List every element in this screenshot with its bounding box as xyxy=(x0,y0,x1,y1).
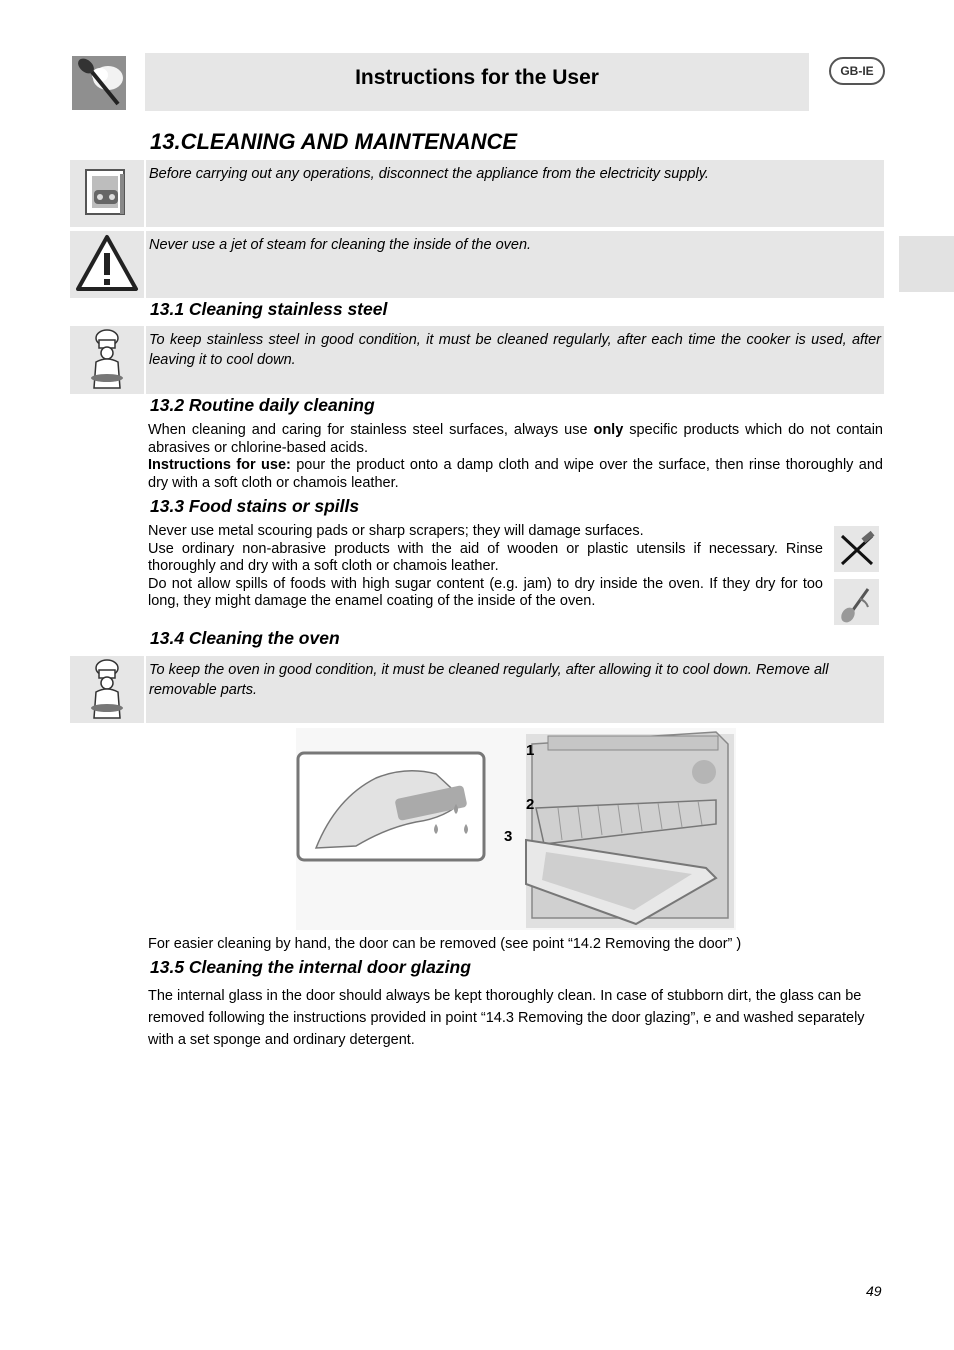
subsection-title-13-1: 13.1 Cleaning stainless steel xyxy=(150,299,388,319)
chef-icon xyxy=(70,656,144,723)
subsection-title-13-3: 13.3 Food stains or spills xyxy=(150,496,360,516)
plug-icon xyxy=(70,160,144,227)
oven-cleaning-illustration xyxy=(296,728,736,930)
header-title: Instructions for the User xyxy=(355,66,599,89)
note-stainless xyxy=(146,326,884,394)
paragraph: Do not allow spills of foods with high sugar content (e.g. jam) to dry inside the oven. If they dry for too long, they might damage the enamel coating of the inside of the oven. xyxy=(148,575,823,609)
side-tab xyxy=(899,236,954,292)
paragraph xyxy=(148,457,883,492)
note-disconnect xyxy=(146,160,884,227)
warning-triangle-icon xyxy=(70,231,144,298)
text-run: specific products which do not contain abrasives or chlorine-based acids. xyxy=(148,422,883,456)
oven-illustration-icon xyxy=(296,728,736,930)
brand-logo xyxy=(72,56,126,110)
note-text: To keep the oven in good condition, it must be cleaned regularly, after allowing it to cool down. Remove all removable parts. xyxy=(149,662,829,698)
note-icon-box xyxy=(70,326,144,394)
subsection-title-13-5: 13.5 Cleaning the internal door glazing xyxy=(150,957,471,977)
icon-box xyxy=(834,526,879,572)
paragraph: Never use metal scouring pads or sharp scrapers; they will damage surfaces. xyxy=(148,523,644,539)
text-run: pour the product onto a damp cloth and wipe over the surface, then rinse thoroughly and dry with a soft cloth or chamois leather. xyxy=(148,457,883,491)
bold-run: only xyxy=(593,422,624,438)
paragraph: Use ordinary non-abrasive products with the aid of wooden or plastic utensils if necessary. Rinse thoroughly and dry with a soft cloth or chamois leather. xyxy=(148,540,823,574)
door-removal-caption: For easier cleaning by hand, the door can be removed (see point “14.2 Removing the door” ) xyxy=(148,936,742,952)
note-text: Before carrying out any operations, disconnect the appliance from the electricity supply. xyxy=(149,166,709,182)
page-number: 49 xyxy=(866,1283,882,1299)
subsection-title-13-2: 13.2 Routine daily cleaning xyxy=(150,395,375,415)
no-scouring-icon xyxy=(834,526,879,572)
routine-cleaning-text xyxy=(148,422,883,492)
note-icon-box xyxy=(70,656,144,723)
subsection-title-13-4: 13.4 Cleaning the oven xyxy=(150,628,340,648)
section-title: 13.CLEANING AND MAINTENANCE xyxy=(150,129,518,154)
icon-box xyxy=(834,579,879,625)
text-run: When cleaning and caring for stainless steel surfaces, always use xyxy=(148,422,594,438)
callout-1: 1 xyxy=(526,742,535,759)
door-glazing-text: The internal glass in the door should always be kept thoroughly clean. In case of stubborn dirt, the glass can be removed following the instructions provided in point “14.3 Removing the door glazing”, e and washed separately with a set sponge and ordinary detergent. xyxy=(148,988,865,1048)
note-icon-box xyxy=(70,231,144,298)
note-text: Never use a jet of steam for cleaning the inside of the oven. xyxy=(149,237,532,253)
note-steam xyxy=(146,231,884,298)
food-stains-text xyxy=(148,523,823,611)
chef-icon xyxy=(70,326,144,394)
wooden-utensil-icon xyxy=(834,579,879,625)
language-badge: GB-IE xyxy=(829,57,885,85)
note-text: To keep stainless steel in good condition, it must be cleaned regularly, after each time the cooker is used, after leaving it to cool down. xyxy=(149,332,881,368)
callout-3: 3 xyxy=(504,828,513,845)
bold-run: Instructions for use: xyxy=(148,457,291,473)
note-oven xyxy=(146,656,884,723)
callout-2: 2 xyxy=(526,796,535,813)
spoon-chef-hat-icon xyxy=(72,56,126,110)
note-icon-box xyxy=(70,160,144,227)
paragraph xyxy=(148,422,883,457)
header-bar xyxy=(145,53,809,111)
